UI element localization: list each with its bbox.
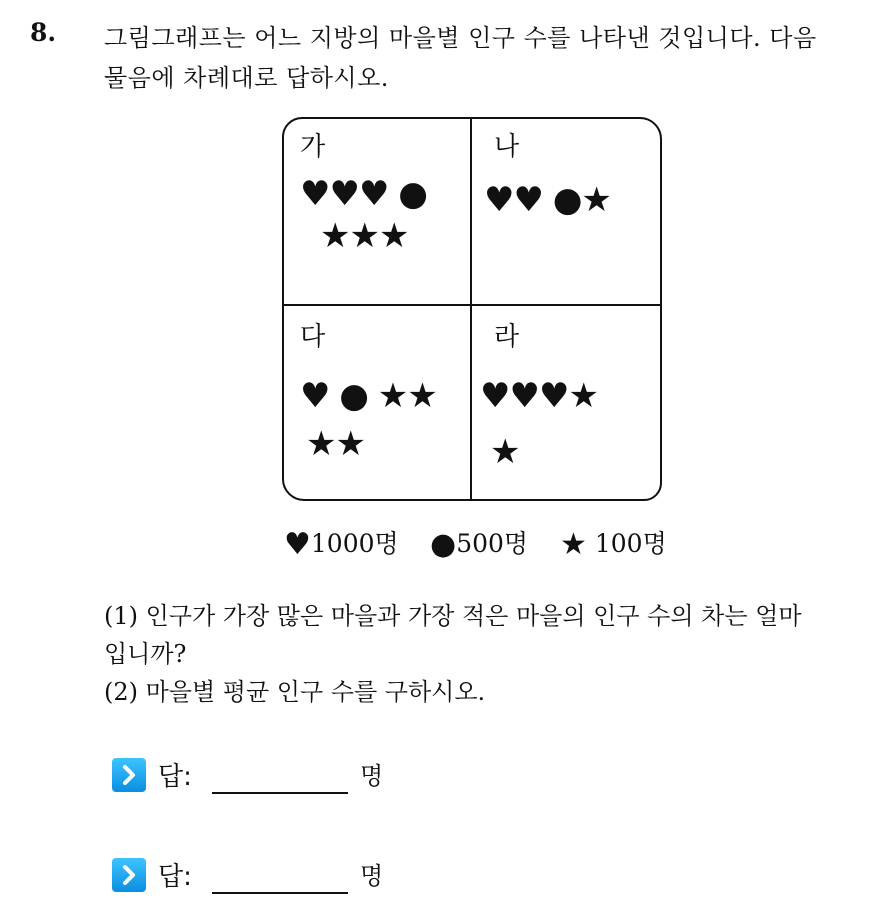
- legend-heart: [284, 524, 399, 562]
- answer-blank-2[interactable]: [212, 892, 348, 894]
- answer-label-2: 답:: [158, 862, 192, 892]
- legend-circle: [430, 524, 528, 562]
- grid-divider-horizontal: [283, 304, 661, 306]
- legend-circle-label: 500명: [456, 529, 529, 558]
- circle-icon: ●: [430, 527, 457, 562]
- sub-question-2: (2) 마을별 평균 인구 수를 구하시오.: [104, 678, 486, 706]
- star-icon: ★: [560, 527, 587, 562]
- grid-divider-vertical: [470, 118, 472, 500]
- question-number: 8.: [30, 18, 57, 47]
- village-ra-symbols-row2: ★: [490, 432, 520, 472]
- question-text-line1: 그림그래프는 어느 지방의 마을별 인구 수를 나타낸 것입니다. 다음: [104, 24, 817, 52]
- answer-unit-1: 명: [360, 762, 384, 790]
- legend-star-label: 100명: [594, 529, 667, 558]
- village-label-da: 다: [300, 322, 326, 352]
- village-label-ra: 라: [494, 322, 520, 352]
- village-da-symbols-row2: ★★: [306, 424, 365, 464]
- heart-icon: ♥: [284, 527, 311, 562]
- village-da-symbols-row1: ♥ ● ★★: [300, 376, 437, 416]
- legend-star: [560, 524, 667, 562]
- village-na-symbols-row1: ♥♥ ●★: [484, 180, 611, 220]
- village-label-ga: 가: [300, 132, 326, 162]
- village-ga-symbols-row1: ♥♥♥ ●: [300, 174, 427, 214]
- sub-question-1-line2: 입니까?: [104, 640, 187, 668]
- answer-unit-2: 명: [360, 862, 384, 890]
- question-text-line2: 물음에 차례대로 답하시오.: [104, 64, 389, 92]
- chevron-right-icon: [112, 758, 146, 792]
- village-ra-symbols-row1: ♥♥♥★: [480, 376, 598, 416]
- chevron-right-icon: [112, 858, 146, 892]
- village-label-na: 나: [494, 132, 520, 162]
- legend-heart-label: 1000명: [310, 529, 399, 558]
- sub-question-1-line1: (1) 인구가 가장 많은 마을과 가장 적은 마을의 인구 수의 차는 얼마: [104, 602, 802, 630]
- answer-label-1: 답:: [158, 762, 192, 792]
- village-ga-symbols-row2: ★★★: [320, 216, 409, 256]
- answer-blank-1[interactable]: [212, 792, 348, 794]
